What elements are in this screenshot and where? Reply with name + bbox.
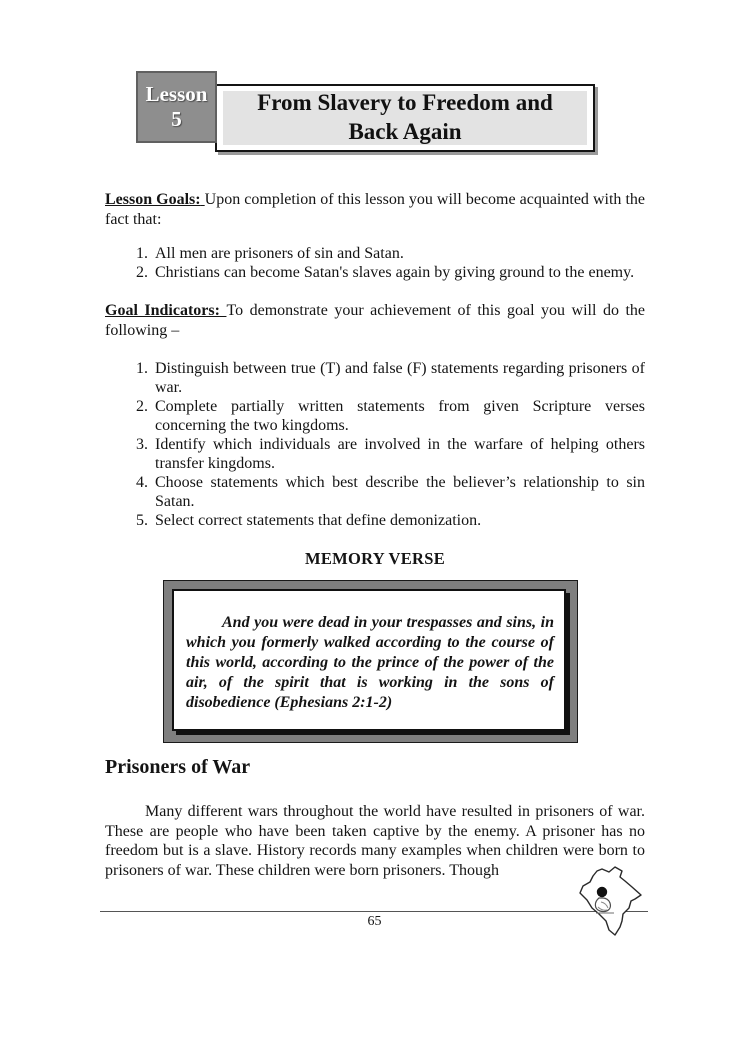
list-item: 1. Distinguish between true (T) and false (F) statements regarding prisoners of war. bbox=[152, 359, 645, 397]
memory-verse-text: And you were dead in your trespasses and sins, in which you formerly walked according to the course of this world, according to the prince of the power of the air, of the spirit that is working in the sons of disobedience (Ephesians 2:1-2) bbox=[186, 614, 554, 711]
goal-indicators-list bbox=[105, 359, 645, 530]
lesson-label: Lesson bbox=[145, 81, 208, 106]
figure-head bbox=[597, 887, 607, 897]
list-item: 5. Select correct statements that define demonization. bbox=[152, 511, 645, 530]
goal-indicators-heading: Goal Indicators: bbox=[105, 302, 220, 319]
list-item: 2. Complete partially written statements from given Scripture verses concerning the two kingdoms. bbox=[152, 397, 645, 435]
section-heading-prisoners-of-war: Prisoners of War bbox=[105, 756, 251, 778]
list-item: 3. Identify which individuals are involved in the warfare of helping others transfer kingdoms. bbox=[152, 435, 645, 473]
memory-verse-heading: MEMORY VERSE bbox=[304, 549, 446, 568]
lesson-number: 5 bbox=[171, 107, 182, 131]
section-paragraph: Many different wars throughout the world have resulted in prisoners of war. These are people who have been taken captive by the enemy. A prisoner has no freedom but is a slave. History records many examples when children were born to prisoners of war. These children were born prisoners. Though bbox=[105, 803, 645, 879]
page-title-line-1: From Slavery to Freedom and bbox=[257, 90, 553, 116]
memory-verse-box bbox=[163, 580, 578, 743]
lesson-goals-list bbox=[105, 244, 645, 282]
goal-indicators-paragraph bbox=[105, 301, 645, 341]
goal-indicators-intro: To demonstrate your achievement of this goal you will do the following – bbox=[105, 302, 645, 339]
list-item: 4. Choose statements which best describe the believer’s relationship to sin Satan. bbox=[152, 473, 645, 511]
lesson-number-box bbox=[136, 71, 217, 143]
list-item: 1. All men are prisoners of sin and Satan. bbox=[152, 244, 645, 263]
lesson-goals-heading: Lesson Goals: bbox=[105, 191, 201, 208]
memory-verse-inner-box bbox=[172, 589, 566, 731]
page-title-line-2: Back Again bbox=[348, 119, 462, 144]
list-item: 2. Christians can become Satan's slaves again by giving ground to the enemy. bbox=[152, 263, 645, 282]
footer-rule bbox=[100, 911, 648, 912]
lesson-goals-intro: Upon completion of this lesson you will become acquainted with the fact that: bbox=[105, 191, 646, 228]
page-number: 65 bbox=[367, 914, 382, 929]
lesson-goals-paragraph bbox=[105, 190, 645, 230]
